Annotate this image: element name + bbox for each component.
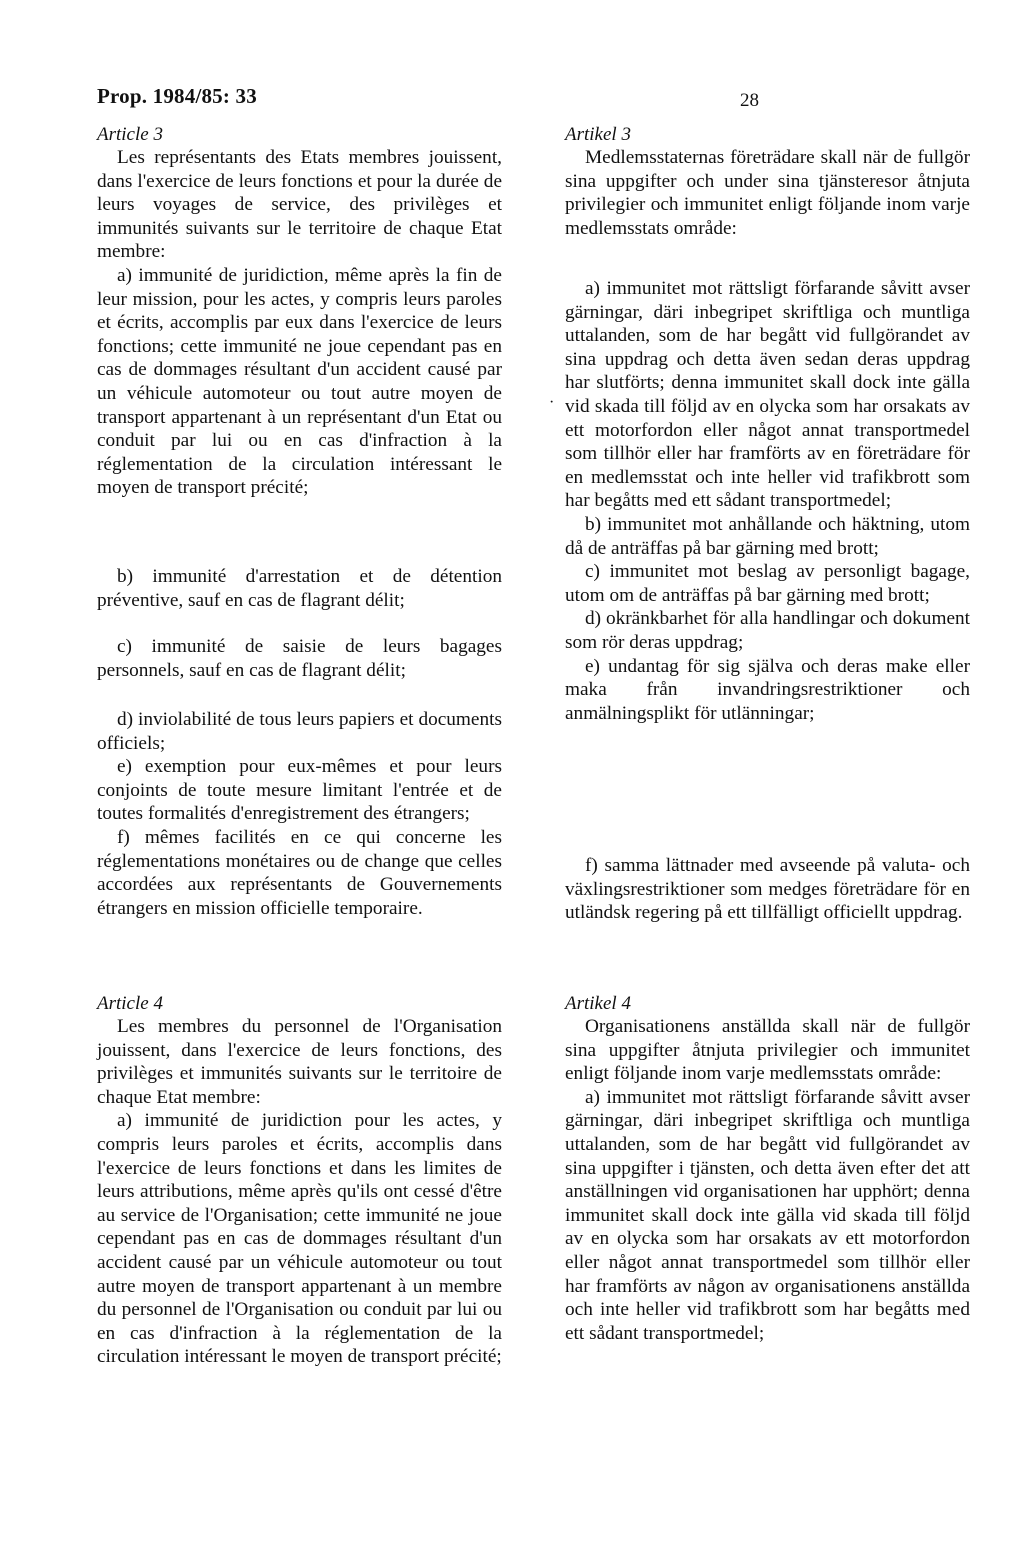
item-b: b) immunitet mot anhållande och häktning, utom då de anträffas på bar gärning med brott; [565, 513, 970, 559]
item-f: f) samma lättnader med avseende på valuta- och växlingsrestriktioner som medges företrädare för en utländsk regering på ett tillfälligt officiellt uppdrag. [565, 855, 970, 924]
french-article-3 [97, 124, 502, 500]
article-heading: Artikel 3 [565, 124, 631, 145]
document-reference: Prop. 1984/85: 33 [97, 84, 257, 108]
item-c: c) immunité de saisie de leurs bagages personnels, sauf en cas de flagrant délit; [97, 636, 502, 681]
page-number: 28 [740, 90, 759, 111]
article-heading: Article 3 [97, 124, 163, 145]
swedish-item-f-block [565, 854, 970, 925]
item-a: a) immunité de juridiction, même après la fin de leur mission, pour les actes, y compris leurs paroles et écrits, accomplis par eux dans l'exercice de leurs fonctions; cette immunité ne joue cependant pas en cas de dommages résultant d'un accident causé par un véhicule automoteur ou tout autre moyen de transport appartenant à un représentant d'un Etat ou conduit par lui ou en cas d'infraction à la réglementation de la circulation intéressant le moyen de transport précité; [97, 264, 502, 499]
french-article-4 [97, 993, 502, 1369]
item-e: e) exemption pour eux-mêmes et pour leurs conjoints de toute mesure limitant l'entrée et de toutes formalités d'enregistrement des étrangers; [97, 756, 502, 825]
margin-mark: · [549, 394, 555, 411]
item-e: e) undantag för sig själva och deras make eller maka från invandringsrestriktioner och anmälningsplikt för utlänningar; [565, 655, 970, 724]
item-f: f) mêmes facilités en ce qui concerne les réglementations monétaires ou de change que celles accordées aux représentants de Gouvernements étrangers en mission officielle temporaire. [97, 826, 502, 919]
french-item-b-block [97, 565, 502, 612]
article-intro: Les représentants des Etats membres jouissent, dans l'exercice de leurs fonctions et pour la durée de leurs voyages de service, des privilèges et immunités suivants sur le territoire de chaque Etat membre: [97, 147, 502, 263]
item-c: c) immunitet mot beslag av personligt bagage, utom om de anträffas på bar gärning med brott; [565, 561, 970, 606]
article-intro: Les membres du personnel de l'Organisation jouissent, dans l'exercice de leurs fonctions, des privilèges et immunités suivants sur le territoire de chaque Etat membre: [97, 1016, 502, 1108]
item-a: a) immunitet mot rättsligt förfarande såvitt avser gärningar, däri inbegripet skriftliga och muntliga uttalanden, som de har begått vid fullgörandet av sina uppgifter i tjänsten, och detta även efter det att anställningen vid organisationen har upphört; denna immunitet skall dock inte gälla vid skada till följd av en olycka som har orsakats av ett motorfordon eller något annat transportmedel som tillhör eller har framförts av någon av organisationens anställda och inte heller vid trafikbrott som har begåtts med ett sådant transportmedel; [565, 1086, 970, 1344]
item-d: d) inviolabilité de tous leurs papiers et documents officiels; [97, 709, 502, 754]
swedish-article-3-heading-block [565, 124, 970, 240]
french-items-d-f-block [97, 708, 502, 920]
swedish-article-3-items [565, 277, 970, 725]
item-a: a) immunitet mot rättsligt förfarande såvitt avser gärningar, däri inbegripet skriftliga och muntliga uttalanden, som de har begått vid fullgörandet av sina uppdrag och detta även sedan deras uppdrag har slutförts; denna immunitet skall dock inte gälla vid skada till följd av en olycka som har orsakats av ett motorfordon eller något annat transportmedel som tillhör eller har framförts av en företrädare för en medlemsstat och inte heller vid trafikbrott som har begåtts med ett sådant transportmedel; [565, 278, 970, 512]
swedish-article-4 [565, 993, 970, 1345]
article-heading: Article 4 [97, 993, 163, 1014]
article-intro: Medlemsstaternas företrädare skall när de fullgör sina uppgifter och under sina tjänsteresor åtnjuta privilegier och immunitet enligt följande inom varje medlemsstats område: [565, 147, 970, 239]
article-heading: Artikel 4 [565, 993, 631, 1014]
item-d: d) okränkbarhet för alla handlingar och dokument som rör deras uppdrag; [565, 608, 970, 653]
article-intro: Organisationens anställda skall när de fullgör sina uppgifter åtnjuta privilegier och immunitet enligt följande inom varje medlemsstats område: [565, 1016, 970, 1085]
french-item-c-block [97, 635, 502, 682]
item-b: b) immunité d'arrestation et de détention préventive, sauf en cas de flagrant délit; [97, 566, 502, 611]
item-a: a) immunité de juridiction pour les actes, y compris leurs paroles et écrits, accomplis dans l'exercice de leurs fonctions et dans les limites de leurs attributions, même après qu'ils ont cessé d'être au service de l'Organisation; cette immunité ne joue cependant pas en cas de dommages résultant d'un accident causé par un véhicule automoteur ou tout autre moyen de transport appartenant à un membre du personnel de l'Organisation ou conduit par lui ou en cas d'infraction à la réglementation de la circulation intéressant le moyen de transport précité; [97, 1110, 502, 1368]
